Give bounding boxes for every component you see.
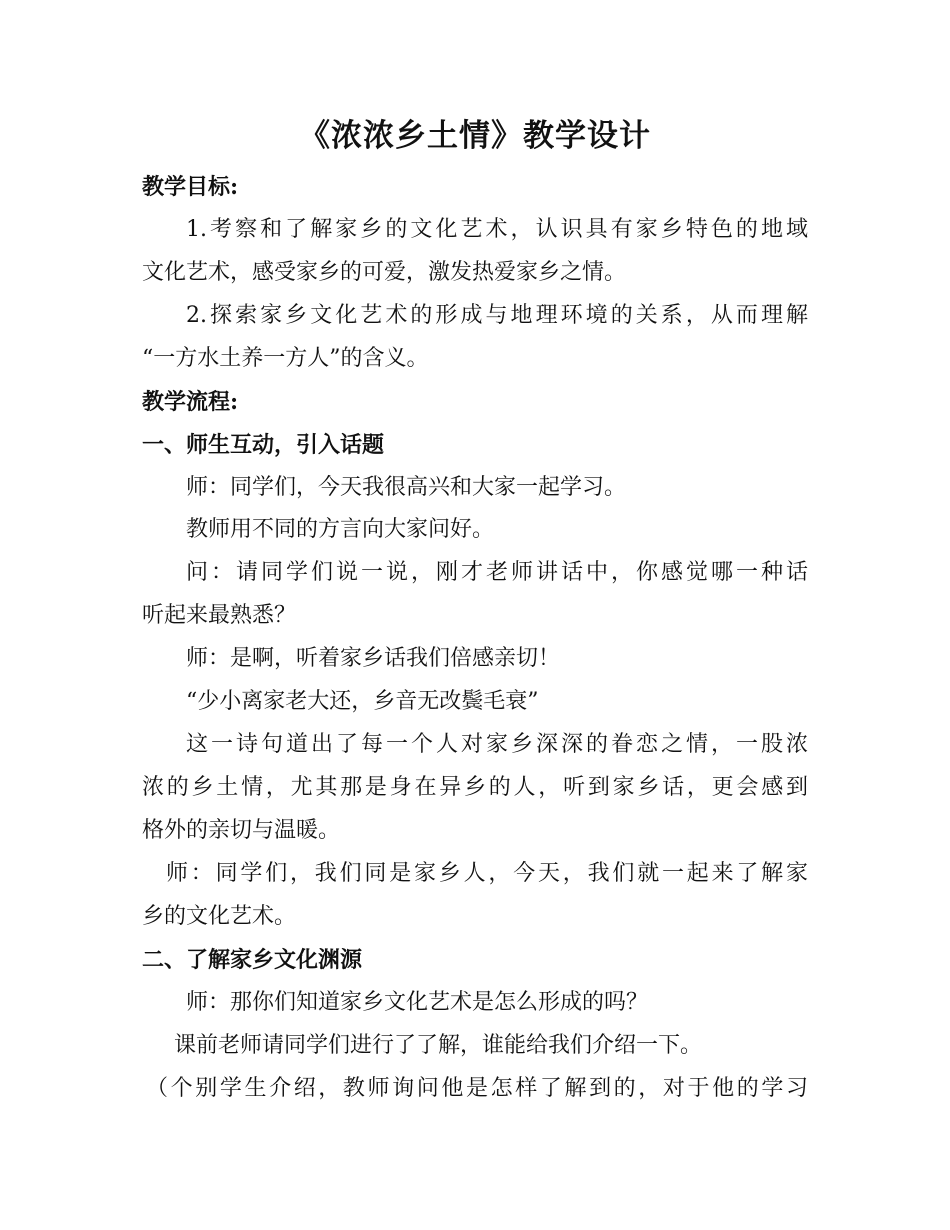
section-heading-part-one: 一、师生互动，引入话题 (142, 432, 385, 458)
paragraph-line: “少小离家老大还，乡音无改鬓毛衰” (186, 689, 539, 714)
paragraph-line: “一方水土养一方人”的含义。 (142, 346, 429, 371)
paragraph-line: 师：是啊，听着家乡话我们倍感亲切！ (186, 646, 561, 671)
paragraph-line: 师：同学们，我们同是家乡人，今天，我们就一起来了解家 (166, 861, 808, 886)
paragraph-line: 格外的亲切与温暖。 (142, 818, 341, 843)
paragraph-line: 乡的文化艺术。 (142, 904, 297, 929)
section-heading-teaching-process: 教学流程: (142, 389, 239, 415)
paragraph-line: 浓的乡土情，尤其那是身在异乡的人，听到家乡话，更会感到 (142, 775, 808, 800)
paragraph-line: （个别学生介绍，教师询问他是怎样了解到的，对于他的学习 (146, 1076, 808, 1101)
section-heading-part-two: 二、了解家乡文化渊源 (142, 947, 363, 973)
paragraph-line: 师：同学们，今天我很高兴和大家一起学习。 (186, 475, 627, 500)
paragraph-line: 问：请同学们说一说，刚才老师讲话中，你感觉哪一种话 (186, 560, 808, 585)
paragraph-line: 课前老师请同学们进行了了解，谁能给我们介绍一下。 (174, 1033, 703, 1058)
paragraph-line: 这一诗句道出了每一个人对家乡深深的眷恋之情，一股浓 (186, 732, 808, 757)
paragraph-line: 教师用不同的方言向大家问好。 (186, 517, 495, 542)
paragraph-line: 师：那你们知道家乡文化艺术是怎么形成的吗？ (186, 990, 649, 1015)
page-title: 《浓浓乡土情》教学设计 (299, 118, 651, 154)
section-heading-teaching-goals: 教学目标: (142, 174, 239, 200)
paragraph-line: 文化艺术，感受家乡的可爱，激发热爱家乡之情。 (142, 260, 627, 285)
paragraph-line: 2.探索家乡文化艺术的形成与地理环境的关系，从而理解 (186, 303, 808, 328)
paragraph-line: 1.考察和了解家乡的文化艺术，认识具有家乡特色的地域 (186, 217, 808, 242)
paragraph-line: 听起来最熟悉？ (142, 603, 297, 628)
